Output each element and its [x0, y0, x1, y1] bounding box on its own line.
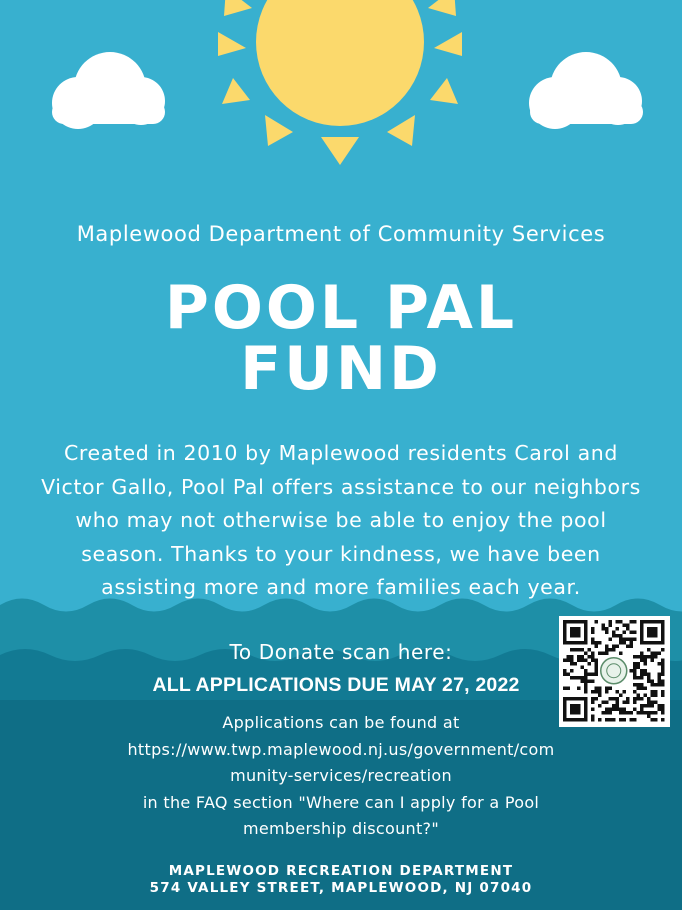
footer-department: MAPLEWOOD RECREATION DEPARTMENT — [168, 863, 514, 879]
application-info-line: in the FAQ section "Where can I apply for a Pool — [142, 792, 540, 812]
application-deadline: ALL APPLICATIONS DUE MAY 27, 2022 — [152, 674, 520, 696]
cloud-icon — [52, 52, 165, 129]
application-url-line: munity-services/recreation — [230, 766, 452, 785]
footer-street-address: 574 VALLEY STREET, MAPLEWOOD, NJ 07040 — [149, 880, 533, 896]
cloud-icon — [529, 52, 643, 129]
sun-icon — [218, 0, 462, 165]
page-title-line2: FUND — [240, 334, 442, 404]
application-info-line: membership discount?" — [243, 819, 439, 838]
application-info-line: Applications can be found at — [222, 713, 460, 732]
fund-description: Created in 2010 by Maplewood residents Carol and Victor Gallo, Pool Pal offers assistance to our neighbors who may not otherwise be able to enjoy the pool season. Thanks to your kindness, we have been assisting more and more families each year. — [41, 441, 641, 599]
organization-name: Maplewood Department of Community Services — [76, 222, 606, 246]
qr-code-graphic — [559, 616, 670, 727]
donate-instruction: To Donate scan here: — [229, 640, 453, 664]
application-info — [0, 710, 682, 843]
application-url-line: https://www.twp.maplewood.nj.us/government/com — [127, 739, 555, 759]
footer-address — [0, 863, 682, 897]
qr-code-icon[interactable] — [559, 616, 670, 727]
page-title: POOL PAL — [164, 273, 518, 343]
